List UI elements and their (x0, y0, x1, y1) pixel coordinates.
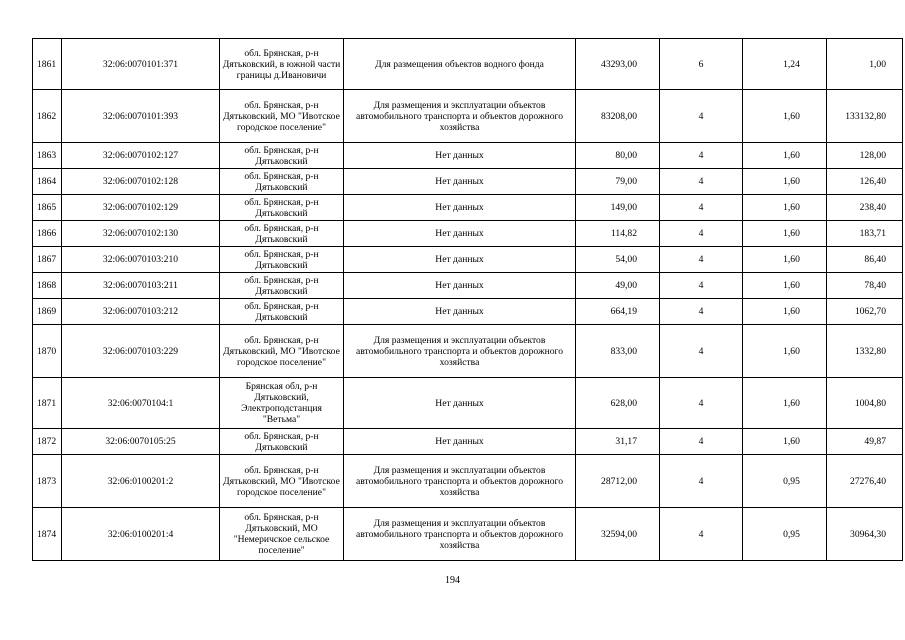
cell-coefficient: 1,60 (743, 90, 827, 143)
cell-group: 4 (660, 299, 743, 325)
cell-address: обл. Брянская, р-н Дятьковский (220, 221, 344, 247)
cell-coefficient: 1,60 (743, 273, 827, 299)
cell-area: 83208,00 (576, 90, 660, 143)
cell-cadastral-number: 32:06:0070103:211 (62, 273, 220, 299)
cell-cadastral-number: 32:06:0070105:25 (62, 429, 220, 455)
table-row (33, 299, 903, 325)
cell-value: 1004,80 (827, 378, 903, 429)
cell-coefficient: 0,95 (743, 508, 827, 561)
cell-address: обл. Брянская, р-н Дятьковский, МО "Ивотское городское поселение" (220, 325, 344, 378)
cell-address: обл. Брянская, р-н Дятьковский, МО "Ивотское городское поселение" (220, 455, 344, 508)
table-row (33, 195, 903, 221)
cell-group: 4 (660, 221, 743, 247)
cell-coefficient: 1,60 (743, 169, 827, 195)
cell-area: 664,19 (576, 299, 660, 325)
table-row (33, 455, 903, 508)
cell-area: 49,00 (576, 273, 660, 299)
cell-coefficient: 1,24 (743, 39, 827, 90)
cell-permitted-use: Нет данных (344, 273, 576, 299)
table-row (33, 273, 903, 299)
cell-address: обл. Брянская, р-н Дятьковский, в южной части границы д.Ивановичи (220, 39, 344, 90)
cell-address: обл. Брянская, р-н Дятьковский (220, 195, 344, 221)
cell-area: 43293,00 (576, 39, 660, 90)
cell-area: 32594,00 (576, 508, 660, 561)
cell-permitted-use: Нет данных (344, 378, 576, 429)
cell-address: обл. Брянская, р-н Дятьковский (220, 169, 344, 195)
cell-value: 126,40 (827, 169, 903, 195)
cell-row-number: 1861 (33, 39, 62, 90)
cell-value: 133132,80 (827, 90, 903, 143)
cell-coefficient: 1,60 (743, 325, 827, 378)
cell-coefficient: 1,60 (743, 221, 827, 247)
cell-address: обл. Брянская, р-н Дятьковский (220, 247, 344, 273)
cell-group: 4 (660, 455, 743, 508)
cell-group: 4 (660, 247, 743, 273)
cell-address: обл. Брянская, р-н Дятьковский (220, 299, 344, 325)
cell-row-number: 1862 (33, 90, 62, 143)
cell-address: обл. Брянская, р-н Дятьковский (220, 273, 344, 299)
cell-cadastral-number: 32:06:0070102:128 (62, 169, 220, 195)
cell-row-number: 1874 (33, 508, 62, 561)
cell-value: 1,00 (827, 39, 903, 90)
cell-row-number: 1872 (33, 429, 62, 455)
cell-permitted-use: Для размещения и эксплуатации объектов автомобильного транспорта и объектов дорожного хозяйства (344, 455, 576, 508)
cell-cadastral-number: 32:06:0100201:4 (62, 508, 220, 561)
cell-cadastral-number: 32:06:0070103:210 (62, 247, 220, 273)
cell-address: обл. Брянская, р-н Дятьковский, МО "Немеричское сельское поселение" (220, 508, 344, 561)
cell-area: 54,00 (576, 247, 660, 273)
cell-permitted-use: Нет данных (344, 143, 576, 169)
cell-area: 114,82 (576, 221, 660, 247)
cell-permitted-use: Нет данных (344, 299, 576, 325)
table-row (33, 247, 903, 273)
cell-group: 4 (660, 378, 743, 429)
cell-group: 4 (660, 143, 743, 169)
table-row (33, 325, 903, 378)
cell-group: 4 (660, 195, 743, 221)
cell-address: обл. Брянская, р-н Дятьковский (220, 143, 344, 169)
cell-permitted-use: Нет данных (344, 169, 576, 195)
cell-group: 4 (660, 325, 743, 378)
table-body (33, 39, 903, 561)
cell-permitted-use: Нет данных (344, 195, 576, 221)
cell-coefficient: 1,60 (743, 247, 827, 273)
cell-permitted-use: Для размещения и эксплуатации объектов автомобильного транспорта и объектов дорожного хозяйства (344, 325, 576, 378)
page-number: 194 (445, 575, 460, 586)
cell-row-number: 1873 (33, 455, 62, 508)
cell-permitted-use: Нет данных (344, 221, 576, 247)
cell-cadastral-number: 32:06:0070102:129 (62, 195, 220, 221)
table-row (33, 143, 903, 169)
cell-row-number: 1865 (33, 195, 62, 221)
cell-address: обл. Брянская, р-н Дятьковский, МО "Ивотское городское поселение" (220, 90, 344, 143)
cell-value: 238,40 (827, 195, 903, 221)
cell-group: 4 (660, 90, 743, 143)
cell-area: 80,00 (576, 143, 660, 169)
cell-cadastral-number: 32:06:0070103:229 (62, 325, 220, 378)
cell-permitted-use: Нет данных (344, 247, 576, 273)
cell-value: 27276,40 (827, 455, 903, 508)
cell-coefficient: 1,60 (743, 143, 827, 169)
cell-cadastral-number: 32:06:0070101:371 (62, 39, 220, 90)
cell-value: 1332,80 (827, 325, 903, 378)
cell-row-number: 1866 (33, 221, 62, 247)
cell-address: Брянская обл, р-н Дятьковский, Электроподстанция "Ветьма" (220, 378, 344, 429)
cell-area: 28712,00 (576, 455, 660, 508)
cell-cadastral-number: 32:06:0070101:393 (62, 90, 220, 143)
table-row (33, 169, 903, 195)
cell-coefficient: 1,60 (743, 299, 827, 325)
cell-group: 6 (660, 39, 743, 90)
land-registry-table (32, 38, 903, 561)
cell-row-number: 1870 (33, 325, 62, 378)
cell-coefficient: 0,95 (743, 455, 827, 508)
cell-address: обл. Брянская, р-н Дятьковский (220, 429, 344, 455)
cell-cadastral-number: 32:06:0070103:212 (62, 299, 220, 325)
cell-coefficient: 1,60 (743, 429, 827, 455)
cell-area: 149,00 (576, 195, 660, 221)
cell-permitted-use: Нет данных (344, 429, 576, 455)
cell-cadastral-number: 32:06:0070102:130 (62, 221, 220, 247)
cell-group: 4 (660, 273, 743, 299)
cell-value: 1062,70 (827, 299, 903, 325)
table-row (33, 221, 903, 247)
cell-cadastral-number: 32:06:0070104:1 (62, 378, 220, 429)
cell-coefficient: 1,60 (743, 378, 827, 429)
cell-row-number: 1863 (33, 143, 62, 169)
cell-value: 78,40 (827, 273, 903, 299)
cell-cadastral-number: 32:06:0100201:2 (62, 455, 220, 508)
cell-row-number: 1869 (33, 299, 62, 325)
cell-group: 4 (660, 508, 743, 561)
cell-permitted-use: Для размещения и эксплуатации объектов автомобильного транспорта и объектов дорожного хозяйства (344, 508, 576, 561)
table-row (33, 39, 903, 90)
cell-row-number: 1871 (33, 378, 62, 429)
cell-cadastral-number: 32:06:0070102:127 (62, 143, 220, 169)
cell-permitted-use: Для размещения и эксплуатации объектов автомобильного транспорта и объектов дорожного хозяйства (344, 90, 576, 143)
cell-area: 628,00 (576, 378, 660, 429)
cell-area: 79,00 (576, 169, 660, 195)
cell-area: 31,17 (576, 429, 660, 455)
table-row (33, 90, 903, 143)
cell-row-number: 1867 (33, 247, 62, 273)
cell-coefficient: 1,60 (743, 195, 827, 221)
cell-group: 4 (660, 429, 743, 455)
table-row (33, 508, 903, 561)
cell-value: 128,00 (827, 143, 903, 169)
cell-group: 4 (660, 169, 743, 195)
table-row (33, 378, 903, 429)
cell-permitted-use: Для размещения объектов водного фонда (344, 39, 576, 90)
cell-value: 49,87 (827, 429, 903, 455)
table-row (33, 429, 903, 455)
cell-value: 86,40 (827, 247, 903, 273)
cell-value: 30964,30 (827, 508, 903, 561)
cell-row-number: 1868 (33, 273, 62, 299)
cell-area: 833,00 (576, 325, 660, 378)
cell-row-number: 1864 (33, 169, 62, 195)
cell-value: 183,71 (827, 221, 903, 247)
